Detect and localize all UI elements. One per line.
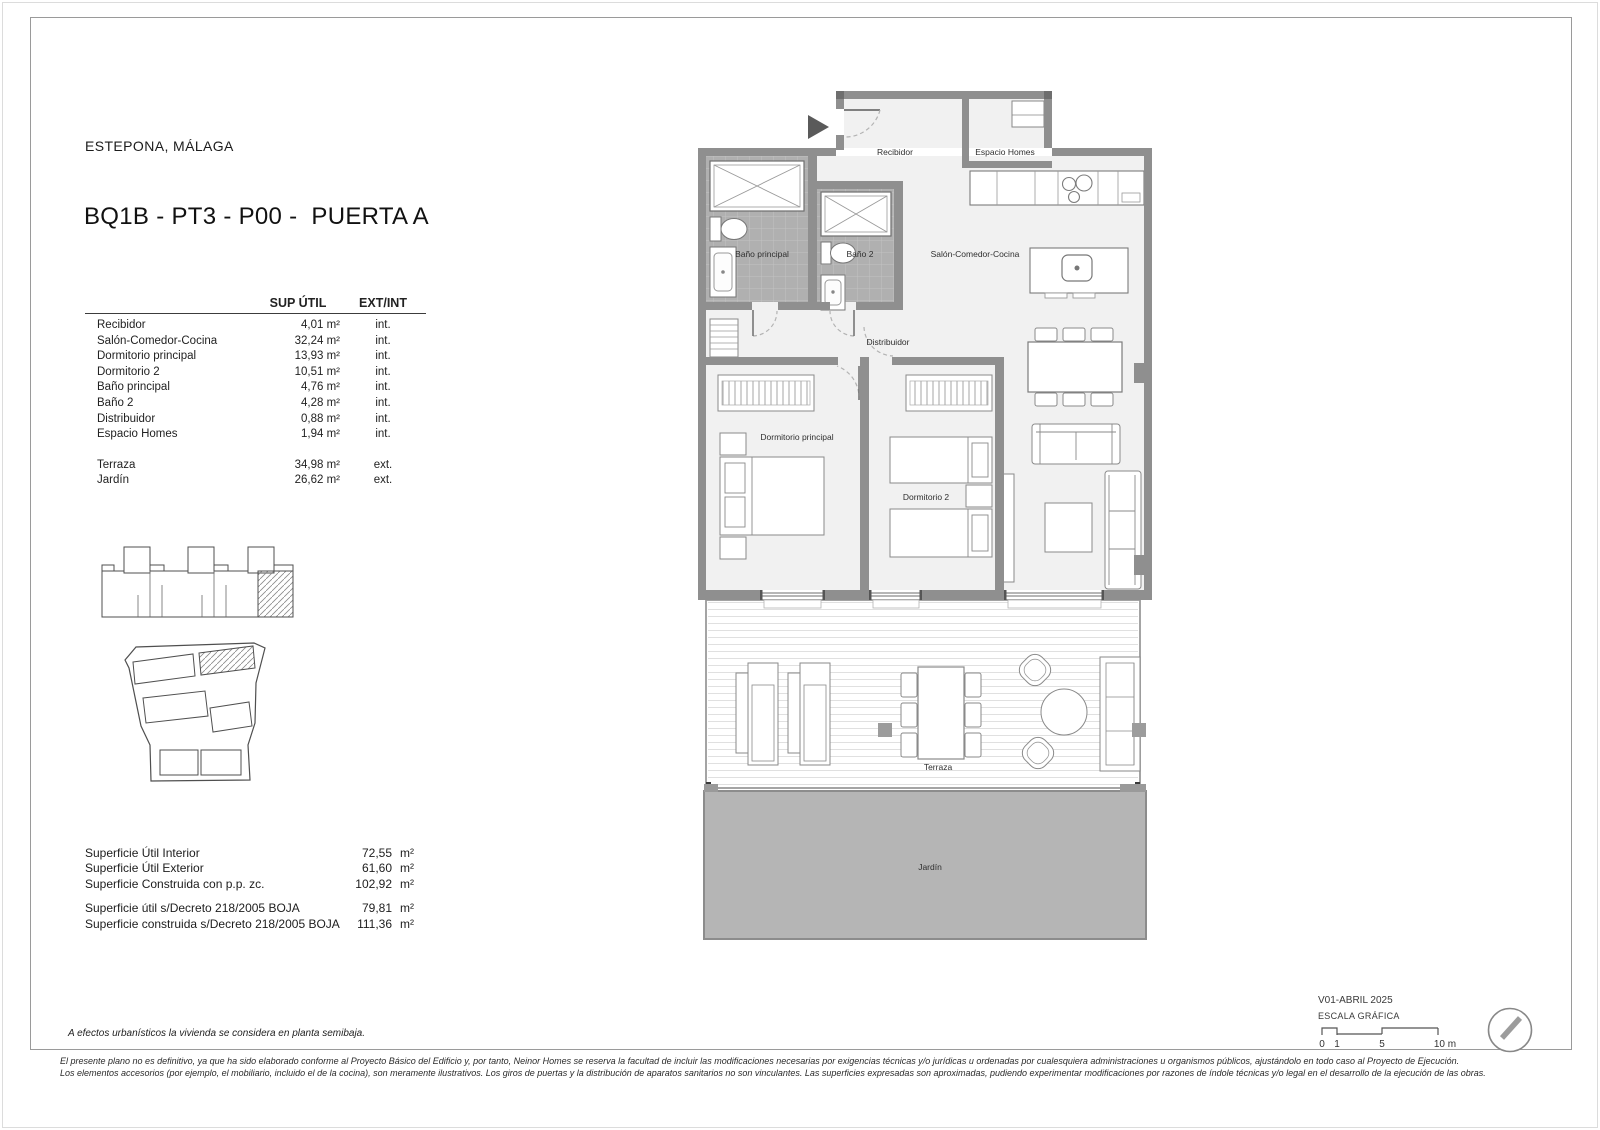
window bbox=[760, 590, 825, 608]
kitchen-island bbox=[1030, 248, 1128, 298]
terrace-post bbox=[1132, 723, 1146, 737]
scale-tick: 0 bbox=[1319, 1039, 1325, 1050]
col-ext-int: EXT/INT bbox=[359, 296, 407, 310]
urban-note: A efectos urbanísticos la vivienda se considera en planta semibaja. bbox=[68, 1028, 366, 1039]
disclaimer-line: El presente plano no es definitivo, ya que ha sido elaborado conforme al Proyecto Básico del Edificio y, por tanto, Neinor Homes se reserva la facultad de incluir las modificaciones necesarias por exigencias técnicas y/o jurídicas u ordenadas por cualesquiera administraciones u organismos públicos, ajustándolo en todo caso al Proyecto de Ejecución. bbox=[60, 1056, 1460, 1066]
scale-tick: 1 bbox=[1334, 1039, 1340, 1050]
window bbox=[1004, 590, 1104, 608]
linen-closet bbox=[710, 319, 738, 357]
summary-gap bbox=[85, 892, 423, 901]
window bbox=[869, 590, 922, 608]
dining-set bbox=[1028, 328, 1122, 406]
dining-table bbox=[1028, 342, 1122, 392]
room-label-jardin: Jardín bbox=[918, 862, 942, 872]
nightstand bbox=[720, 537, 746, 559]
scale-bar bbox=[1316, 1022, 1466, 1052]
table-rule bbox=[85, 313, 426, 314]
summary-row: Superficie Útil Exterior 61,60 m² bbox=[85, 861, 414, 876]
summary-row: Superficie Útil Interior 72,55 m² bbox=[85, 846, 414, 860]
room-label-terraza: Terraza bbox=[923, 762, 953, 772]
terrace-round-table bbox=[1041, 689, 1087, 735]
room-label-salon: Salón-Comedor-Cocina bbox=[930, 249, 1020, 259]
wardrobe-dorm2 bbox=[906, 375, 992, 411]
coffee-table bbox=[1045, 503, 1092, 552]
summary-row: Superficie construida s/Decreto 218/2005 BOJA 111,36 m² bbox=[85, 916, 414, 931]
col-empty bbox=[85, 296, 256, 310]
toilet-icon bbox=[710, 217, 747, 241]
room-label-espacio-homes: Espacio Homes bbox=[975, 147, 1035, 157]
pillow bbox=[725, 463, 745, 493]
pillow bbox=[972, 515, 988, 551]
table-row: Baño principal 4,76 m² int. bbox=[97, 381, 391, 394]
shower-icon bbox=[821, 192, 891, 236]
terrace-dining-set bbox=[901, 667, 981, 759]
table-row: Dormitorio 2 10,51 m² int. bbox=[97, 365, 391, 378]
storage-shelf bbox=[1012, 101, 1044, 127]
room-label-distribuidor: Distribuidor bbox=[866, 337, 910, 347]
area-table bbox=[85, 296, 426, 489]
table-row: Dormitorio principal 13,93 m² int. bbox=[97, 350, 391, 363]
room-label-dormitorio-principal: Dormitorio principal bbox=[760, 432, 834, 442]
summary-row: Superficie útil s/Decreto 218/2005 BOJA 79,81 m² bbox=[85, 901, 414, 916]
version-label: V01-ABRIL 2025 bbox=[1318, 995, 1393, 1006]
north-compass-icon bbox=[1482, 1002, 1538, 1058]
building-elevation-diagram bbox=[98, 537, 298, 622]
room-label-bano-2: Baño 2 bbox=[846, 249, 874, 259]
scale-label: ESCALA GRÁFICA bbox=[1318, 1011, 1400, 1021]
summary-row: Superficie Construida con p.p. zc. 102,92 m² bbox=[85, 876, 414, 891]
entry-arrow-icon bbox=[808, 115, 829, 139]
disclaimer-line: Los elementos accesorios (por ejemplo, el mobiliario, incluido el de la cocina), son meramente ilustrativos. Los giros de puertas y la distribución de aparatos sanitarios no son vinculantes. Las superficies expresadas son aproximadas, pudiendo experimentar modificaciones por razones de índole técnicas y/o legal en el desarrollo de la ejecución de las obras. bbox=[60, 1067, 1486, 1078]
table-row: Distribuidor 0,88 m² int. bbox=[97, 412, 391, 425]
site-plan-diagram bbox=[103, 628, 298, 796]
page-title: BQ1B - PT3 - P00 - PUERTA A bbox=[84, 203, 429, 230]
shower-icon bbox=[710, 161, 804, 211]
pillow bbox=[972, 443, 988, 477]
scale-tick: 10 m bbox=[1433, 1039, 1457, 1050]
room-label-bano-principal: Baño principal bbox=[735, 249, 789, 259]
terrace-table bbox=[918, 667, 964, 759]
location-label: ESTEPONA, MÁLAGA bbox=[85, 138, 234, 154]
floor-plan bbox=[690, 85, 1170, 965]
table-row: Baño 2 4,28 m² int. bbox=[97, 396, 391, 409]
area-table-header bbox=[85, 296, 426, 313]
terrace-post bbox=[878, 723, 892, 737]
disclaimer bbox=[60, 1056, 1565, 1080]
nightstand bbox=[720, 433, 746, 455]
table-row: Salón-Comedor-Cocina 32,24 m² int. bbox=[97, 334, 391, 347]
pillow bbox=[725, 497, 745, 527]
col-sup-util: SUP ÚTIL bbox=[269, 296, 327, 310]
kitchen-counter bbox=[970, 171, 1144, 205]
scale-tick: 5 bbox=[1379, 1039, 1385, 1050]
table-row: Terraza 34,98 m² ext. bbox=[97, 458, 393, 471]
table-row: Espacio Homes 1,94 m² int. bbox=[97, 428, 391, 441]
room-label-dormitorio-2: Dormitorio 2 bbox=[902, 492, 950, 502]
terrace-sofa bbox=[1100, 657, 1140, 771]
room-label-recibidor: Recibidor bbox=[877, 147, 913, 157]
table-row: Recibidor 4,01 m² int. bbox=[97, 319, 391, 331]
sofa-two-seat bbox=[1032, 424, 1120, 464]
wardrobe-principal bbox=[718, 375, 814, 411]
nightstand bbox=[966, 485, 992, 507]
sink-icon bbox=[710, 247, 736, 297]
table-gap bbox=[85, 443, 426, 458]
table-row: Jardín 26,62 m² ext. bbox=[97, 474, 393, 487]
surface-summary bbox=[85, 846, 423, 932]
highlighted-unit bbox=[258, 571, 293, 617]
